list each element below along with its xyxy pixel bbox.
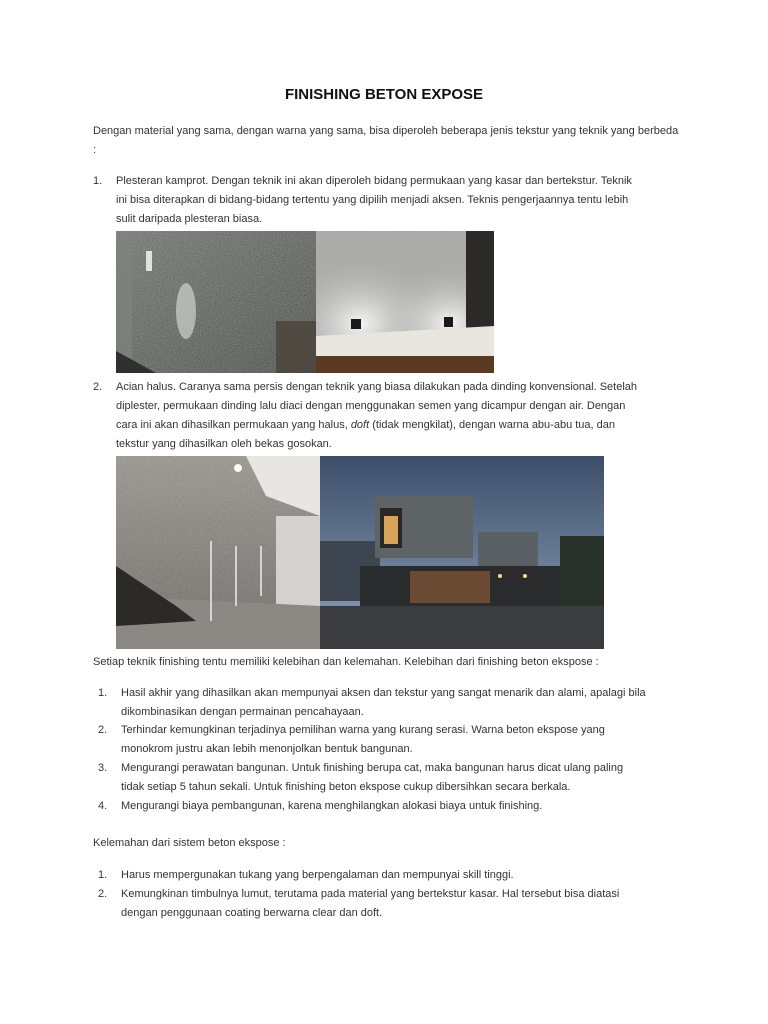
technique-2-line: diplester, permukaan dinding lalu diaci dengan menggunakan semen yang dicampur dengan air. Dengan bbox=[116, 400, 626, 412]
advantage-line: Terhindar kemungkinan terjadinya pemilihan warna yang kurang serasi. Warna beton ekspose yang bbox=[121, 724, 605, 736]
advantage-3-text bbox=[121, 759, 686, 797]
disadvantage-line: dengan penggunaan coating berwarna clear dan doft. bbox=[121, 907, 383, 919]
intro-paragraph: Dengan material yang sama, dengan warna yang sama, bisa diperoleh beberapa jenis tekstur yang teknik yang berbeda : bbox=[93, 125, 679, 156]
advantage-line: monokrom justru akan lebih menonjolkan bentuk bangunan. bbox=[121, 743, 413, 755]
advantage-1-text bbox=[121, 684, 686, 722]
advantage-line: Mengurangi biaya pembangunan, karena menghilangkan alokasi biaya untuk finishing. bbox=[121, 800, 543, 812]
technique-2-line: Acian halus. Caranya sama persis dengan teknik yang biasa dilakukan pada dinding konvensional. Setelah bbox=[116, 381, 638, 393]
advantage-2-text bbox=[121, 721, 686, 759]
advantage-1-number: 1. bbox=[98, 687, 108, 699]
house-exterior-photo bbox=[320, 456, 604, 649]
advantage-3-number: 3. bbox=[98, 762, 108, 774]
disadvantages-intro: Kelemahan dari sistem beton ekspose : bbox=[93, 837, 286, 849]
technique-1-number: 1. bbox=[93, 175, 103, 187]
technique-1-line: sulit daripada plesteran biasa. bbox=[116, 213, 263, 225]
rough-wall-photo bbox=[116, 231, 316, 373]
technique-2-number: 2. bbox=[93, 381, 103, 393]
disadvantage-2-number: 2. bbox=[98, 888, 108, 900]
advantage-line: dikombinasikan dengan permainan pencahayaan. bbox=[121, 706, 364, 718]
advantage-line: tidak setiap 5 tahun sekali. Untuk finishing beton ekspose cukup dibersihkan secara berkala. bbox=[121, 781, 571, 793]
advantages-intro: Setiap teknik finishing tentu memiliki kelebihan dan kelemahan. Kelebihan dari finishing beton ekspose : bbox=[93, 656, 599, 668]
disadvantage-2-text bbox=[121, 885, 686, 923]
technique-2-line: tekstur yang dihasilkan oleh bekas gosokan. bbox=[116, 438, 332, 450]
disadvantage-line: Kemungkinan timbulnya lumut, terutama pada material yang bertekstur kasar. Hal tersebut bisa diatasi bbox=[121, 888, 620, 900]
interior-stair-photo bbox=[116, 456, 320, 649]
disadvantage-1-text bbox=[121, 866, 686, 885]
technique-1-text bbox=[116, 172, 686, 229]
advantage-4-text bbox=[121, 797, 686, 816]
disadvantage-1-number: 1. bbox=[98, 869, 108, 881]
disadvantage-line: Harus mempergunakan tukang yang berpengalaman dan mempunyai skill tinggi. bbox=[121, 869, 514, 881]
technique-2-line3-end: (tidak mengkilat), dengan warna abu-abu tua, dan bbox=[369, 419, 615, 431]
technique-2-text bbox=[116, 378, 686, 454]
advantage-2-number: 2. bbox=[98, 724, 108, 736]
technique-2-italic-term: doft bbox=[350, 419, 370, 431]
advantage-line: Hasil akhir yang dihasilkan akan mempunyai aksen dan tekstur yang sangat menarik dan alami, apalagi bila bbox=[121, 687, 646, 699]
technique-2-line bbox=[116, 416, 686, 435]
advantage-line: Mengurangi perawatan bangunan. Untuk finishing berupa cat, maka bangunan harus dicat ulang paling bbox=[121, 762, 624, 774]
technique-2-line3-start: cara ini akan dihasilkan permukaan yang halus, bbox=[116, 419, 351, 431]
technique-1-line: Plesteran kamprot. Dengan teknik ini akan diperoleh bidang permukaan yang kasar dan bertekstur. Teknik bbox=[116, 175, 632, 187]
advantage-4-number: 4. bbox=[98, 800, 108, 812]
page-title: FINISHING BETON EXPOSE bbox=[284, 86, 484, 103]
lit-wall-photo bbox=[316, 231, 494, 373]
technique-1-line: ini bisa diterapkan di bidang-bidang tertentu yang dipilih menjadi aksen. Teknis pengerjaannya tentu lebih bbox=[116, 194, 629, 206]
